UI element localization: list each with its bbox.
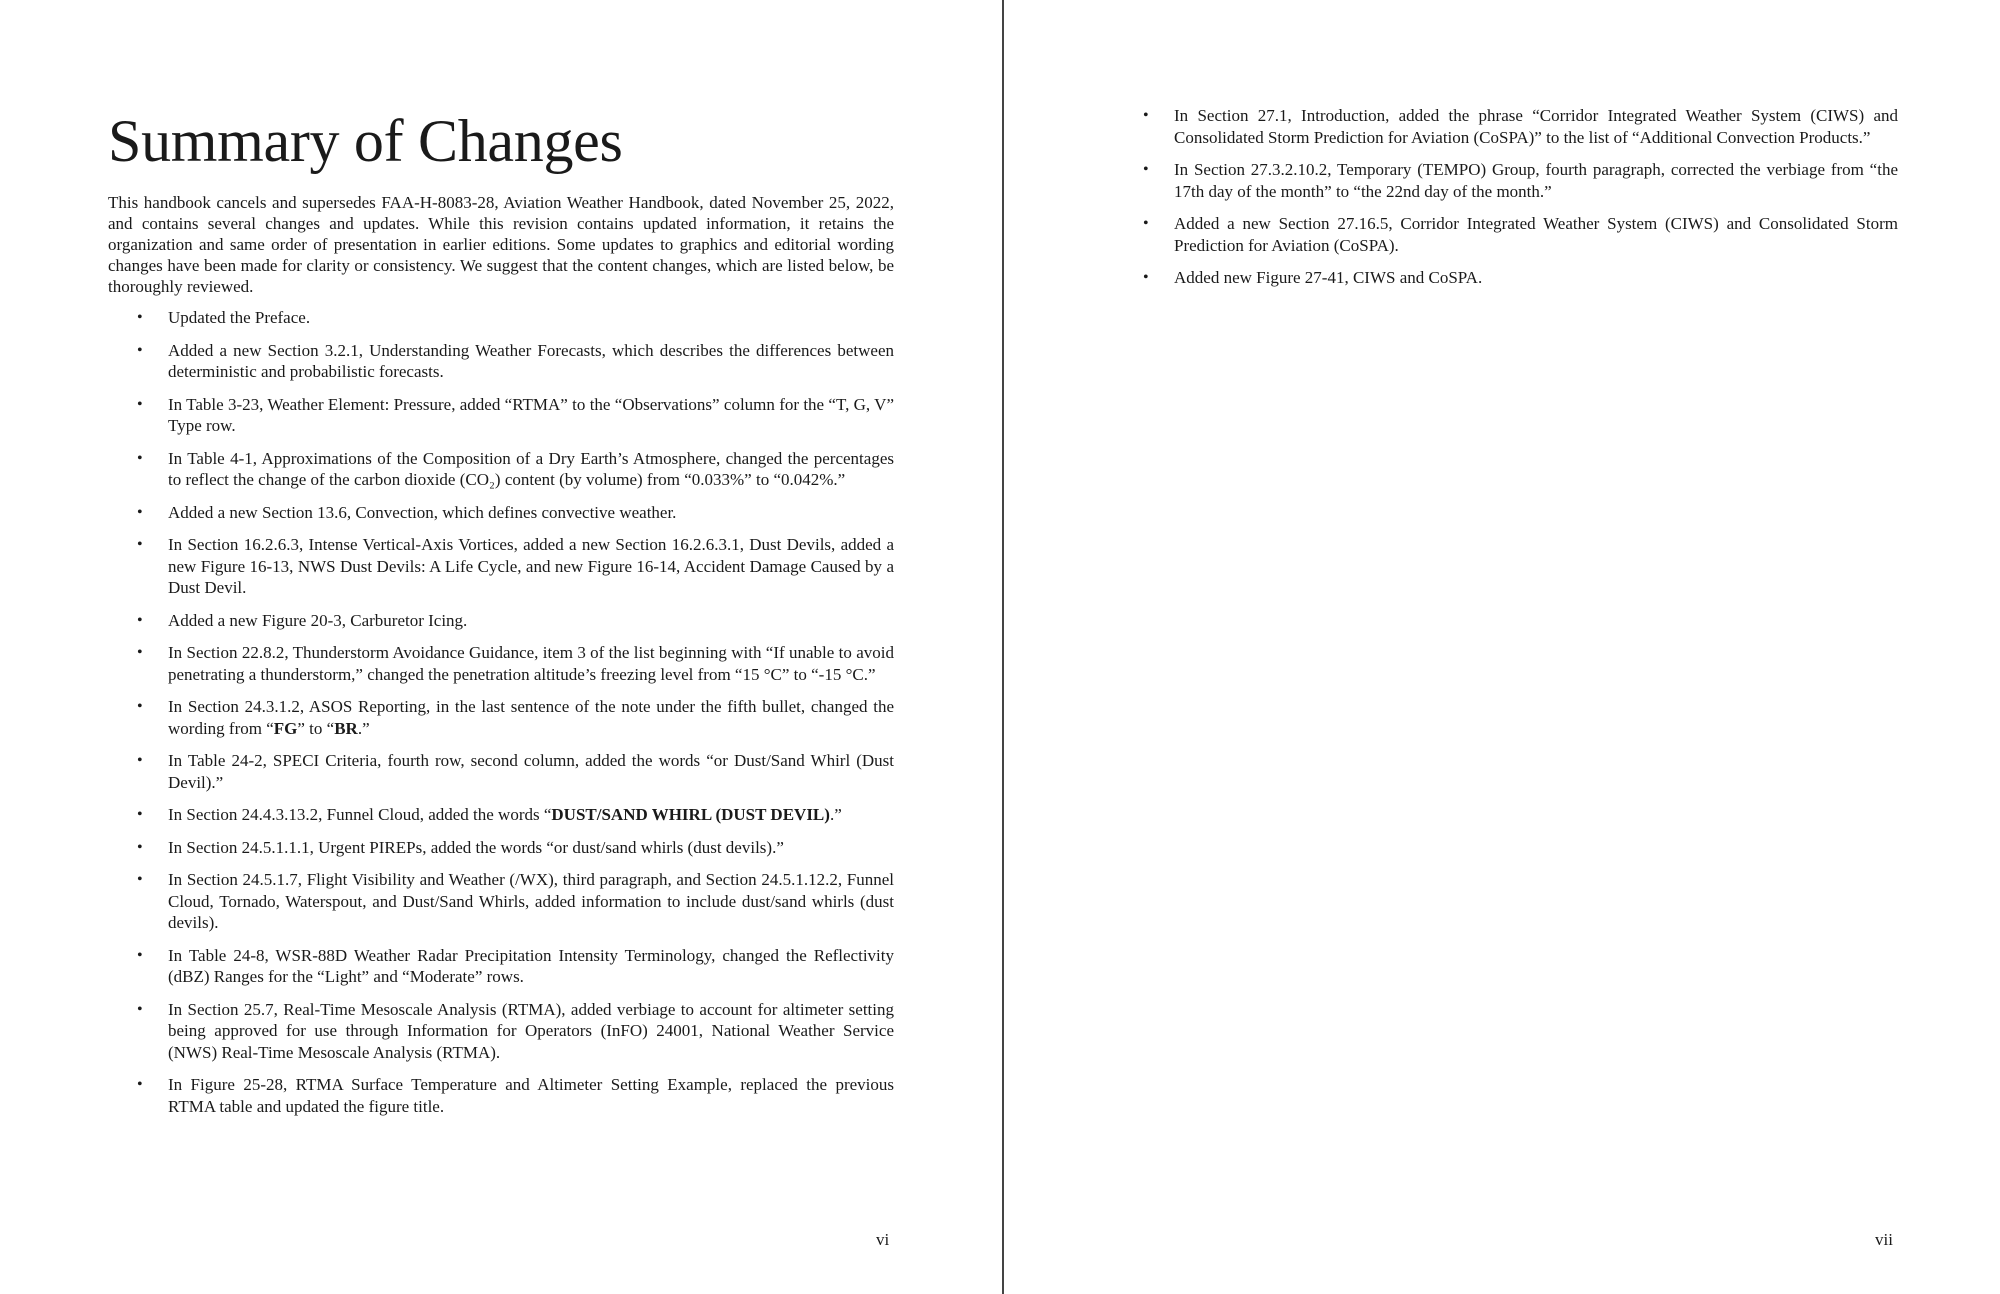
page-number-right: vii	[1875, 1230, 1893, 1249]
list-item	[108, 502, 894, 524]
list-item	[1142, 213, 1898, 256]
list-item-text: Added a new Section 27.16.5, Corridor Integrated Weather System (CIWS) and Consolidated Storm Prediction for Aviation (CoSPA).	[1174, 214, 1898, 255]
list-item-text: Added a new Figure 20-3, Carburetor Icing.	[168, 610, 468, 630]
bullet-icon: •	[137, 752, 143, 769]
bold-code-fg: FG	[273, 718, 298, 738]
changes-list-right	[1142, 105, 1898, 289]
bold-code-br: BR	[334, 718, 358, 738]
list-item	[108, 696, 894, 739]
list-item	[108, 804, 894, 826]
changes-list-left	[108, 307, 894, 1117]
list-item-text: In Section 16.2.6.3, Intense Vertical-Axis Vortices, added a new Section 16.2.6.3.1, Dust Devils, added a new Figure 16-13, NWS Dust Devils: A Life Cycle, and new Figure 16-14, Accident Damage Caused by a Dust Devil.	[168, 535, 894, 597]
list-item	[108, 534, 894, 599]
bullet-icon: •	[137, 698, 143, 715]
bold-phrase: DUST/SAND WHIRL (DUST DEVIL)	[551, 805, 830, 824]
bullet-icon: •	[137, 611, 143, 629]
intro-paragraph: This handbook cancels and supersedes FAA-H-8083-28, Aviation Weather Handbook, dated November 25, 2022, and contains several changes and updates. While this revision contains updated information, it retains the organization and same order of presentation in earlier editions. Some updates to graphics and editorial wording changes have been made for clarity or consistency. We suggest that the content changes, which are listed below, be thoroughly reviewed.	[108, 193, 894, 296]
bullet-icon: •	[137, 838, 143, 856]
bullet-icon: •	[137, 503, 143, 521]
bullet-icon: •	[137, 946, 143, 964]
left-page-content	[108, 104, 894, 1128]
list-item-text: In Section 27.1, Introduction, added the phrase “Corridor Integrated Weather System (CIWS) and Consolidated Storm Prediction for Aviation (CoSPA)” to the list of “Additional Convection Products.”	[1174, 106, 1898, 147]
list-item	[108, 999, 894, 1064]
list-item-text: In Section 22.8.2, Thunderstorm Avoidance Guidance, item 3 of the list beginning with “If unable to avoid penetrating a thunderstorm,” changed the penetration altitude’s freezing level from “15 °C” to “-15 °C.”	[168, 643, 894, 684]
list-item-text: In Section 24.5.1.7, Flight Visibility and Weather (/WX), third paragraph, and Section 24.5.1.12.2, Funnel Cloud, Tornado, Waterspout, and Dust/Sand Whirls, added information to include dust/sand whirls (dust devils).	[168, 870, 894, 932]
list-item	[1142, 159, 1898, 202]
list-item	[108, 642, 894, 685]
page-number-left: vi	[876, 1230, 890, 1249]
bullet-icon: •	[1143, 269, 1149, 286]
page-divider	[1002, 0, 1004, 1294]
list-item-text: In Table 3-23, Weather Element: Pressure, added “RTMA” to the “Observations” column for the “T, G, V” Type row.	[168, 394, 894, 435]
list-item-text: Updated the Preface.	[168, 308, 311, 327]
list-item	[108, 750, 894, 793]
bullet-icon: •	[1143, 161, 1149, 178]
bullet-icon: •	[137, 1000, 143, 1018]
right-page-content	[1142, 105, 1898, 300]
list-item	[108, 1074, 894, 1117]
list-item-text: In Section 25.7, Real-Time Mesoscale Analysis (RTMA), added verbiage to account for altimeter setting being approved for use through Information for Operators (InFO) 24001, National Weather Service (NWS) Real-Time Mesoscale Analysis (RTMA).	[168, 999, 894, 1062]
bullet-icon: •	[137, 1076, 143, 1093]
list-item-text: In Table 24-2, SPECI Criteria, fourth row, second column, added the words “or Dust/Sand Whirl (Dust Devil).”	[168, 751, 894, 792]
bullet-icon: •	[137, 871, 143, 888]
list-item	[108, 448, 894, 491]
bullet-icon: •	[137, 395, 143, 413]
list-item-text: In Section 24.5.1.1.1, Urgent PIREPs, added the words “or dust/sand whirls (dust devils).”	[168, 837, 784, 857]
bullet-icon: •	[137, 309, 143, 326]
bullet-icon: •	[137, 536, 143, 553]
list-item-text: In Section 24.3.1.2, ASOS Reporting, in the last sentence of the note under the fifth bullet, changed the wording from “FG” to “BR.”	[168, 697, 894, 738]
list-item	[108, 307, 894, 329]
page-title: Summary of Changes	[108, 108, 623, 174]
list-item-text: In Figure 25-28, RTMA Surface Temperature and Altimeter Setting Example, replaced the previous RTMA table and updated the figure title.	[168, 1075, 894, 1116]
list-item	[108, 945, 894, 988]
list-item	[108, 610, 894, 632]
list-item-text: Added a new Section 3.2.1, Understanding Weather Forecasts, which describes the differences between deterministic and probabilistic forecasts.	[168, 340, 894, 381]
list-item	[1142, 267, 1898, 289]
bullet-icon: •	[137, 341, 143, 359]
right-page	[1005, 0, 2000, 1294]
list-item-text: Added new Figure 27-41, CIWS and CoSPA.	[1174, 268, 1483, 287]
list-item-text: Added a new Section 13.6, Convection, which defines convective weather.	[168, 502, 677, 522]
list-item-text: In Table 4-1, Approximations of the Composition of a Dry Earth’s Atmosphere, changed the percentages to reflect the change of the carbon dioxide (CO₂) content (by volume) from “0.033%” to “0.042%.”	[168, 448, 894, 489]
bullet-icon: •	[137, 449, 143, 467]
list-item-text: In Section 27.3.2.10.2, Temporary (TEMPO) Group, fourth paragraph, corrected the verbiage from “the 17th day of the month” to “the 22nd day of the month.”	[1174, 160, 1898, 201]
bullet-icon: •	[137, 806, 143, 823]
list-item	[108, 394, 894, 437]
list-item-text: In Table 24-8, WSR-88D Weather Radar Precipitation Intensity Terminology, changed the Reflectivity (dBZ) Ranges for the “Light” and “Moderate” rows.	[168, 945, 894, 986]
list-item-text: In Section 24.4.3.13.2, Funnel Cloud, added the words “DUST/SAND WHIRL (DUST DEVIL).”	[168, 805, 842, 824]
bullet-icon: •	[137, 644, 143, 661]
bullet-icon: •	[1143, 215, 1149, 232]
list-item	[108, 869, 894, 934]
list-item	[108, 837, 894, 859]
list-item	[108, 340, 894, 383]
list-item	[1142, 105, 1898, 148]
bullet-icon: •	[1143, 107, 1149, 124]
